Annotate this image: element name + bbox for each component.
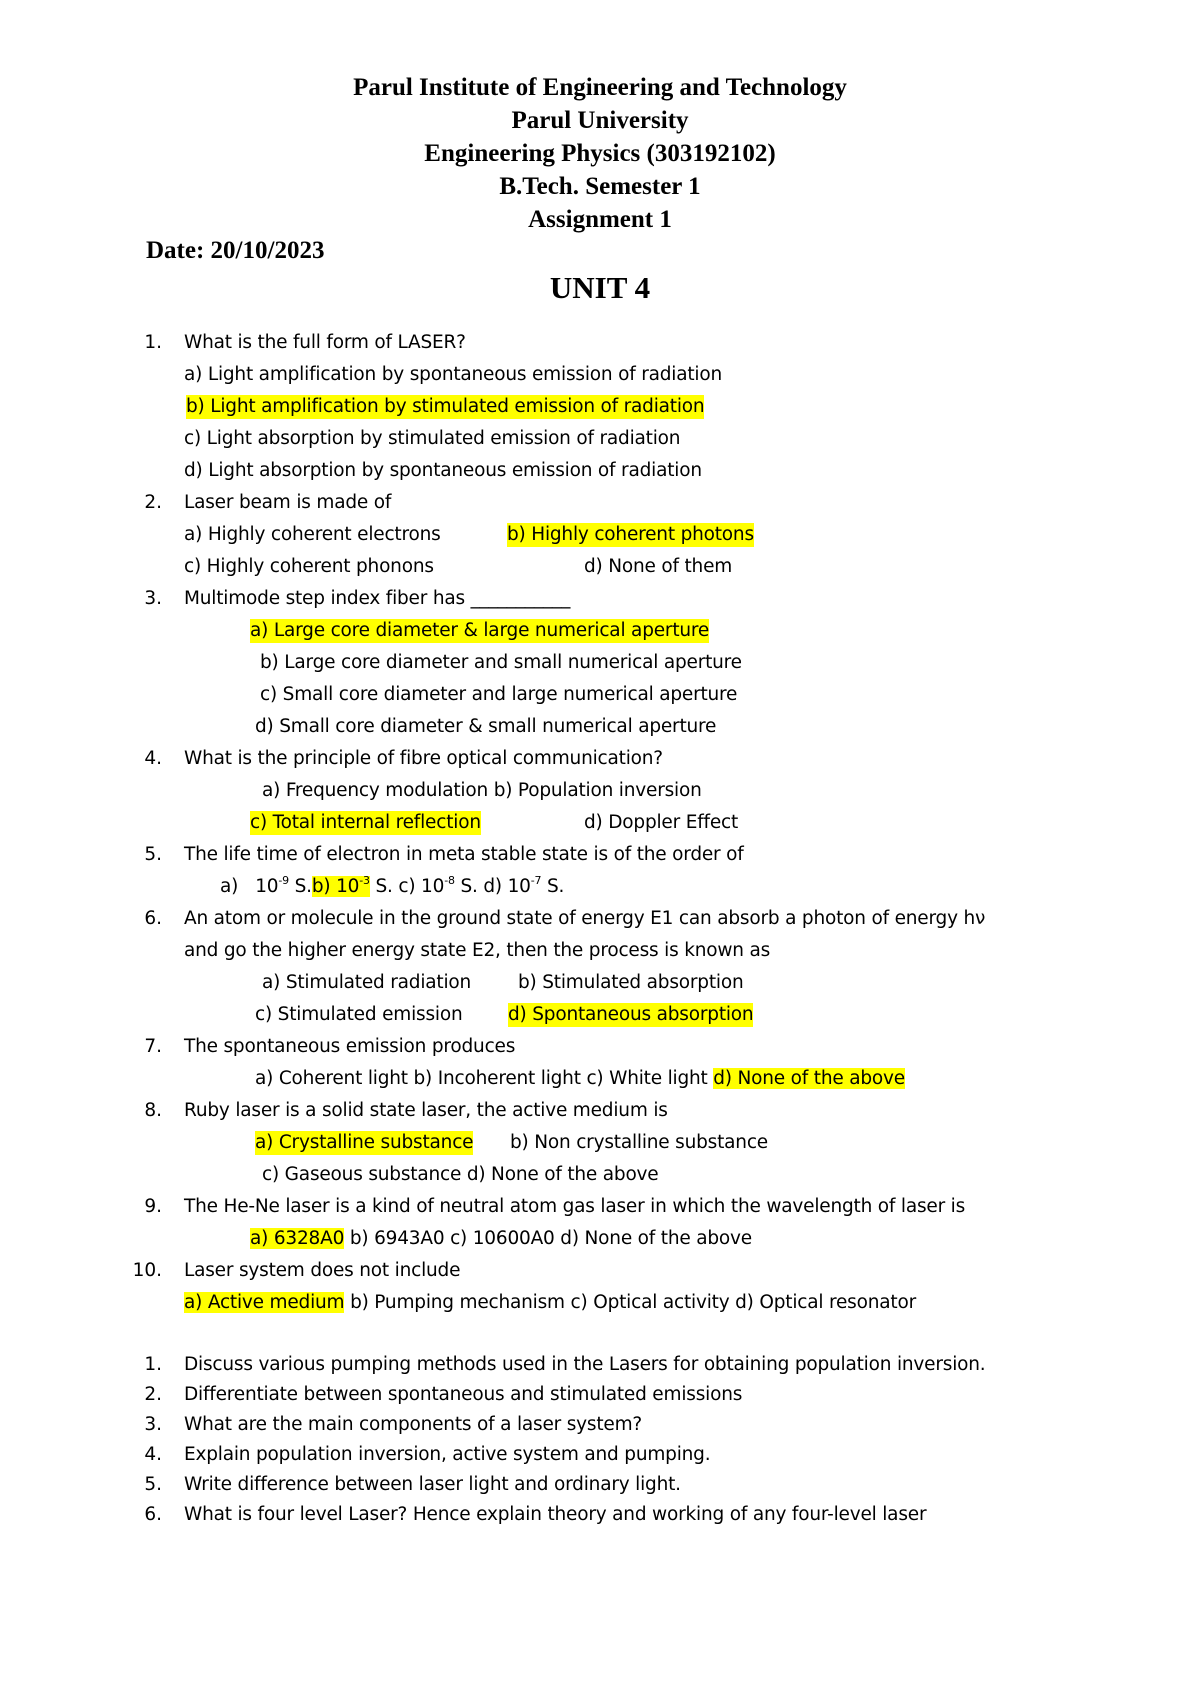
university-name: Parul University	[511, 107, 689, 134]
option-a-exp: -9	[278, 874, 289, 887]
option-a-unit: S.	[288, 876, 312, 897]
question-text: What is the full form of LASER?	[184, 332, 466, 353]
question-text: What is the principle of fibre optical communication?	[184, 748, 663, 769]
assignment-label: Assignment 1	[528, 206, 672, 233]
question-text: The spontaneous emission produces	[184, 1036, 516, 1057]
item-text: Differentiate between spontaneous and stimulated emissions	[184, 1384, 743, 1405]
option-a-label: a)	[220, 876, 239, 897]
option-d-exp: -7	[530, 874, 542, 887]
question-number: 4.	[144, 748, 162, 769]
question-text: The life time of electron in meta stable state is of the order of	[184, 844, 744, 865]
option-d: d) Doppler Effect	[584, 812, 739, 833]
option-a-answer: a) Crystalline substance	[255, 1132, 474, 1153]
option-c-answer: c) Total internal reflection	[250, 812, 481, 833]
question-number: 9.	[144, 1196, 162, 1217]
option-a-answer: a) Large core diameter & large numerical aperture	[250, 620, 710, 641]
unit-title: UNIT 4	[549, 270, 651, 305]
options-a-b-c: a) Coherent light b) Incoherent light c) White light	[255, 1068, 708, 1089]
option-d-answer: d) Spontaneous absorption	[508, 1004, 754, 1025]
option-a: a) Stimulated radiation	[262, 972, 472, 993]
item-text: What is four level Laser? Hence explain theory and working of any four-level laser	[184, 1504, 927, 1525]
option-b-answer	[312, 876, 370, 897]
item-number: 1.	[144, 1354, 162, 1375]
option-a-answer: a) Active medium	[184, 1292, 345, 1313]
item-number: 6.	[144, 1504, 162, 1525]
options-c-d: c) Gaseous substance d) None of the above	[262, 1164, 659, 1185]
institute-name: Parul Institute of Engineering and Technology	[353, 74, 847, 101]
option-b: b) Stimulated absorption	[518, 972, 744, 993]
item-number: 2.	[144, 1384, 162, 1405]
question-number: 5.	[144, 844, 162, 865]
option-row	[250, 1227, 752, 1251]
option-d-pre: S. d) 10	[454, 876, 531, 897]
semester-label: B.Tech. Semester 1	[499, 173, 701, 200]
option-c-exp: -8	[444, 874, 455, 887]
option-b-answer: b) Highly coherent photons	[507, 524, 754, 545]
option-a-answer: a) 6328A0	[250, 1228, 345, 1249]
option-a: a) Highly coherent electrons	[184, 524, 441, 545]
option-c: c) Stimulated emission	[255, 1004, 463, 1025]
option-row	[220, 875, 564, 899]
option-row	[184, 1291, 916, 1315]
option-end: S.	[541, 876, 565, 897]
option-b-answer: b) Light amplification by stimulated emission of radiation	[186, 396, 705, 417]
option-c-pre: S. c) 10	[369, 876, 445, 897]
question-text: Laser system does not include	[184, 1260, 461, 1281]
question-number: 7.	[144, 1036, 162, 1057]
option-row	[255, 1067, 905, 1091]
item-number: 4.	[144, 1444, 162, 1465]
question-number: 8.	[144, 1100, 162, 1121]
question-number: 3.	[144, 588, 162, 609]
option-b-base: b) 10	[311, 876, 360, 897]
course-title: Engineering Physics (303192102)	[424, 140, 776, 167]
option-d: d) Small core diameter & small numerical aperture	[255, 716, 717, 737]
options-b-c-d: b) Pumping mechanism c) Optical activity d) Optical resonator	[350, 1292, 916, 1313]
item-text: What are the main components of a laser system?	[184, 1414, 643, 1435]
option-c: c) Highly coherent phonons	[184, 556, 434, 577]
option-d: d) None of them	[584, 556, 733, 577]
question-number: 10.	[132, 1260, 162, 1281]
option-b: b) Large core diameter and small numerical aperture	[260, 652, 742, 673]
item-text: Discuss various pumping methods used in the Lasers for obtaining population inversion.	[184, 1354, 986, 1375]
question-text-continued: and go the higher energy state E2, then the process is known as	[184, 940, 771, 961]
question-text: An atom or molecule in the ground state of energy E1 can absorb a photon of energy hν	[184, 908, 986, 929]
item-number: 5.	[144, 1474, 162, 1495]
item-number: 3.	[144, 1414, 162, 1435]
item-text: Explain population inversion, active system and pumping.	[184, 1444, 711, 1465]
option-d-answer: d) None of the above	[713, 1068, 905, 1089]
option-c: c) Light absorption by stimulated emission of radiation	[184, 428, 681, 449]
option-b-exp: -3	[359, 874, 370, 887]
options-a-b: a) Frequency modulation b) Population inversion	[262, 780, 702, 801]
option-c: c) Small core diameter and large numerical aperture	[260, 684, 738, 705]
question-number: 2.	[144, 492, 162, 513]
item-text: Write difference between laser light and ordinary light.	[184, 1474, 681, 1495]
question-number: 6.	[144, 908, 162, 929]
question-text: The He-Ne laser is a kind of neutral atom gas laser in which the wavelength of laser is	[184, 1196, 966, 1217]
date-label: Date: 20/10/2023	[146, 237, 325, 264]
question-text: Laser beam is made of	[184, 492, 392, 513]
option-a: a) Light amplification by spontaneous emission of radiation	[184, 364, 722, 385]
option-d: d) Light absorption by spontaneous emission of radiation	[184, 460, 702, 481]
options-b-c-d: b) 6943A0 c) 10600A0 d) None of the above	[349, 1228, 752, 1249]
option-a-base: 10	[255, 876, 279, 897]
question-number: 1.	[144, 332, 162, 353]
option-b: b) Non crystalline substance	[510, 1132, 768, 1153]
question-text: Ruby laser is a solid state laser, the active medium is	[184, 1100, 668, 1121]
question-text: Multimode step index fiber has ___________	[184, 588, 571, 609]
